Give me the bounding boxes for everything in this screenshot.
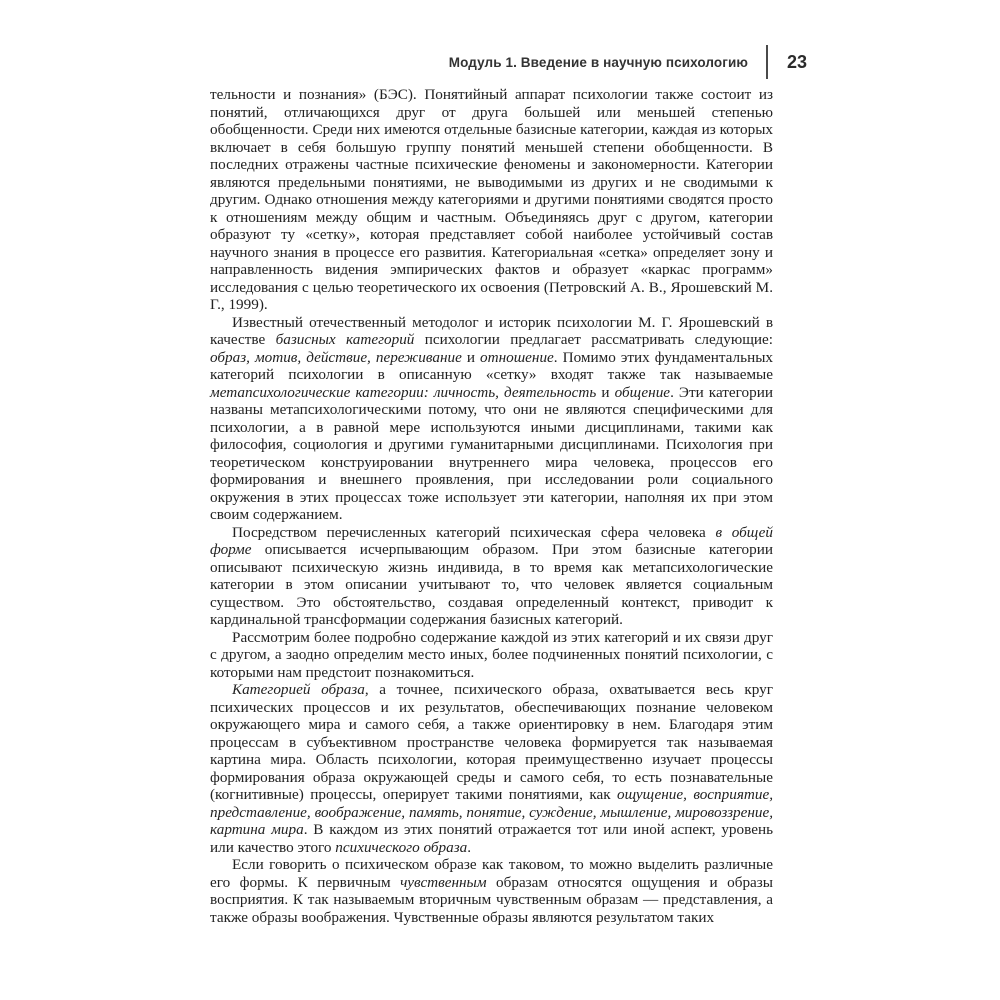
text-run: описывается исчерпывающим образом. При этом базисные категории описывают психическую жизнь индивида, в то время как метапсихологические категории в этом описании учитывают то, что человек является социальным существом. Это обстоятельство, создавая определенный контекст, приводит к кардинальной трансформации содержания базисных категорий. <box>210 541 773 628</box>
header-divider <box>766 45 768 79</box>
paragraph <box>210 86 773 314</box>
text-run: . <box>467 838 472 856</box>
text-run: Известный отечественный методолог и историк психологии М. Г. Ярошевский в качестве <box>210 313 773 348</box>
text-run: тельности и познания» (БЭС). Понятийный аппарат психологии также состоит из понятий, отличающихся друг от друга большей или меньшей степенью обобщенности. Среди них имеются отдельные базисные категории, каждая из которых включает в себя большую группу понятий меньшей степени обобщенности. В последних отражены частные психические феномены и закономерности. Категории являются предельными понятиями, не выводимыми из других и не сводимыми к другим. Однако отношения между категориями и другими понятиями сводятся просто к отношениям между общим и частным. Объединяясь друг с другом, категории образуют ту «сетку», которая представляет собой наиболее устойчивый состав научного знания в процессе его развития. Категориальная «сетка» определяет зону и направленность видения эмпирических фактов и образует «каркас программ» исследования с целью теоретического их освоения (Петровский А. В., Ярошевский М. Г., 1999). <box>210 86 773 313</box>
text-run: , а точнее, психического образа, охватывается весь круг психических процессов и их результатов, обеспечивающих познание человеком окружающего мира и самого себя, а также ориентировку в нем. Благодаря этим процессам в субъективном пространстве человека формируется так называемая картина мира. Область психологии, которая преимущественно изучает процессы формирования образа окружающей среды и самого себя, то есть познавательные (когнитивные) процессы, оперирует такими понятиями, как <box>210 681 773 803</box>
italic-run: базисных категорий <box>275 331 415 348</box>
paragraph <box>210 856 773 926</box>
text-run: и <box>596 383 615 401</box>
italic-run: чувственным <box>400 873 487 891</box>
paragraph <box>210 681 773 856</box>
text-run: . В каждом из этих понятий отражается тот или иной аспект, уровень или качество этого <box>210 821 773 856</box>
paragraph <box>210 524 773 629</box>
italic-run: в общей форме <box>210 523 773 558</box>
text-run: . Эти категории названы метапсихологическими потому, что они не являются специфическими для психологии, а в равной мере используются иными дисциплинами, такими как философия, социология и другими гуманитарными дисциплинами. Психология при теоретическом конструировании внутреннего мира человека, процессов его формирования и внешнего проявления, при исследовании роли социального окружения в этих процессах тоже использует эти категории, наполняя их при этом своим содержанием. <box>210 383 773 523</box>
page-body <box>210 86 773 926</box>
text-run: Если говорить о психическом образе как таковом, то можно выделить различные его формы. К первичным <box>210 856 773 891</box>
text-run: психологии предлагает рассматривать следующие: <box>414 331 773 348</box>
text-run: . Помимо этих фундаментальных категорий психологии в описанную «сетку» входят также так называемые <box>210 348 773 383</box>
text-run: Посредством перечисленных категорий психическая сфера человека <box>232 523 716 541</box>
italic-run: отношение <box>480 348 554 366</box>
page-number: 23 <box>786 52 808 72</box>
italic-run: образ, мотив, действие, переживание <box>210 348 462 366</box>
paragraph <box>210 314 773 524</box>
running-head: Модуль 1. Введение в научную психологию <box>448 55 748 70</box>
text-run: образам относятся ощущения и образы восприятия. К так называемым вторичным чувственным образам — представления, а также образы воображения. Чувственные образы являются результатом таких <box>210 873 773 926</box>
italic-run: метапсихологические категории: личность, деятельность <box>210 383 597 401</box>
text-run: и <box>461 348 481 366</box>
italic-run: Категорией образа <box>232 681 365 698</box>
paragraph <box>210 629 773 682</box>
italic-run: общение <box>614 383 671 401</box>
italic-run: психического образа <box>335 838 468 856</box>
italic-run: ощущение, восприятие, представление, воображение, память, понятие, суждение, мышление, мировоззрение, картина мира <box>210 786 773 838</box>
text-run: Рассмотрим более подробно содержание каждой из этих категорий и их связи друг с другом, а заодно определим место иных, более подчиненных понятий психологии, с которыми нам предстоит познакомиться. <box>210 628 773 681</box>
